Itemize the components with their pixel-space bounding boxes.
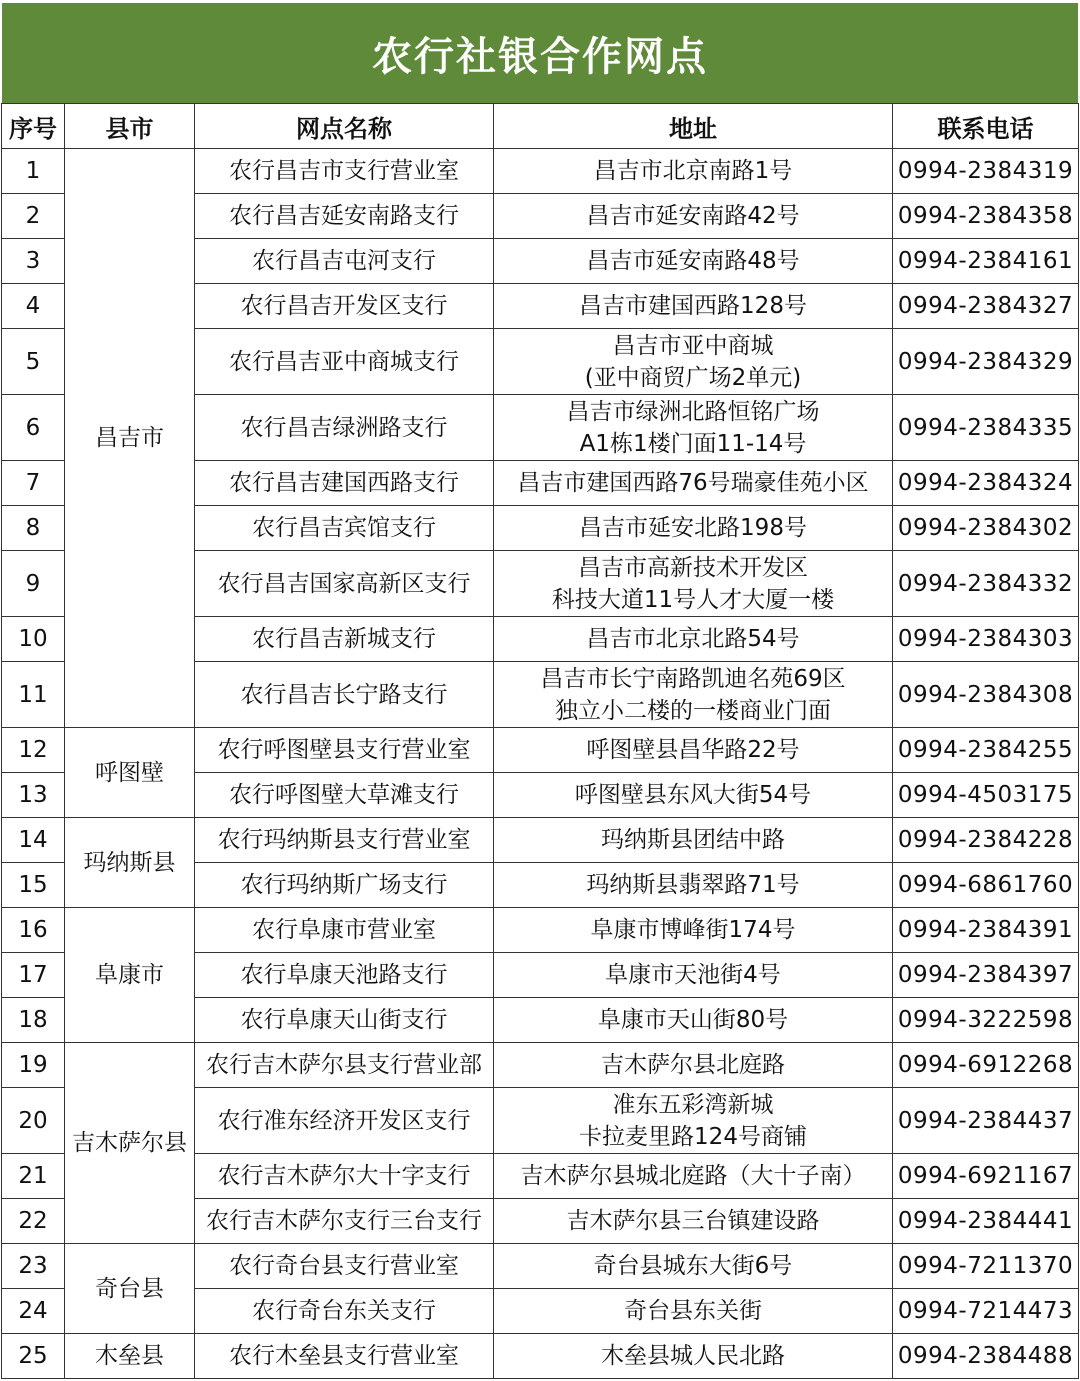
row-number: 3: [2, 239, 65, 284]
branch-address: [494, 773, 893, 818]
branch-address: [494, 1334, 893, 1379]
branch-address: [494, 329, 893, 395]
row-number: 24: [2, 1289, 65, 1334]
row-number: 2: [2, 194, 65, 239]
branch-phone: 0994-2384161: [893, 239, 1079, 284]
address-line: 昌吉市亚中商城: [612, 332, 774, 359]
row-number: 9: [2, 551, 65, 617]
branch-name: 农行昌吉开发区支行: [195, 284, 494, 329]
branch-name: 农行玛纳斯广场支行: [195, 863, 494, 908]
row-number: 23: [2, 1244, 65, 1289]
address-line: 昌吉市延安南路42号: [586, 203, 800, 229]
address-line: 昌吉市高新技术开发区: [578, 554, 808, 581]
county-cell: 阜康市: [65, 908, 195, 1043]
branch-phone: 0994-7211370: [893, 1244, 1079, 1289]
table-row: [2, 149, 1079, 194]
header-phone: 联系电话: [893, 104, 1079, 149]
branch-phone: 0994-2384397: [893, 953, 1079, 998]
address-line: 呼图壁县昌华路22号: [586, 737, 800, 763]
branch-phone: 0994-2384335: [893, 395, 1079, 461]
address-line: 阜康市天池街4号: [605, 962, 781, 988]
table-row: [2, 1244, 1079, 1289]
table-row: [2, 1334, 1079, 1379]
county-cell: 吉木萨尔县: [65, 1043, 195, 1244]
row-number: 14: [2, 818, 65, 863]
branch-address: [494, 239, 893, 284]
address-line: 昌吉市建国西路128号: [579, 293, 807, 319]
branch-name: 农行呼图壁大草滩支行: [195, 773, 494, 818]
branch-phone: 0994-2384441: [893, 1199, 1079, 1244]
address-line: 吉木萨尔县北庭路: [601, 1052, 785, 1078]
table-header-row: [2, 104, 1079, 149]
header-name: 网点名称: [195, 104, 494, 149]
branch-phone: 0994-7214473: [893, 1289, 1079, 1334]
address-line: 昌吉市建国西路76号瑞豪佳苑小区: [517, 470, 869, 496]
branch-name: 农行吉木萨尔县支行营业部: [195, 1043, 494, 1088]
branch-address: [494, 506, 893, 551]
branch-address: [494, 1244, 893, 1289]
branch-address: [494, 1199, 893, 1244]
branch-name: 农行木垒县支行营业室: [195, 1334, 494, 1379]
branch-name: 农行昌吉长宁路支行: [195, 662, 494, 728]
row-number: 20: [2, 1088, 65, 1154]
address-line: A1栋1楼门面11-14号: [579, 430, 807, 457]
branch-phone: 0994-6861760: [893, 863, 1079, 908]
branch-name: 农行昌吉国家高新区支行: [195, 551, 494, 617]
row-number: 16: [2, 908, 65, 953]
branch-phone: 0994-2384255: [893, 728, 1079, 773]
branch-name: 农行昌吉宾馆支行: [195, 506, 494, 551]
branch-address: [494, 617, 893, 662]
address-line: 木垒县城人民北路: [601, 1343, 785, 1369]
branch-phone: 0994-2384437: [893, 1088, 1079, 1154]
address-line: 吉木萨尔县城北庭路（大十子南）: [520, 1163, 866, 1189]
branch-name: 农行奇台县支行营业室: [195, 1244, 494, 1289]
row-number: 17: [2, 953, 65, 998]
branch-name: 农行玛纳斯县支行营业室: [195, 818, 494, 863]
address-line: 阜康市天山街80号: [597, 1007, 789, 1033]
branch-name: 农行昌吉延安南路支行: [195, 194, 494, 239]
row-number: 11: [2, 662, 65, 728]
branch-phone: 0994-2384308: [893, 662, 1079, 728]
branch-address: [494, 662, 893, 728]
branch-address: [494, 194, 893, 239]
address-line: 昌吉市北京北路54号: [586, 626, 800, 652]
row-number: 1: [2, 149, 65, 194]
branch-address: [494, 1043, 893, 1088]
row-number: 15: [2, 863, 65, 908]
branch-address: [494, 1088, 893, 1154]
row-number: 19: [2, 1043, 65, 1088]
header-address: 地址: [494, 104, 893, 149]
branch-address: [494, 728, 893, 773]
row-number: 8: [2, 506, 65, 551]
address-line: 昌吉市北京南路1号: [593, 158, 793, 184]
branch-address: [494, 395, 893, 461]
address-line: 科技大道11号人才大厦一楼: [551, 586, 835, 613]
row-number: 10: [2, 617, 65, 662]
address-line: (亚中商贸广场2单元): [584, 364, 802, 391]
branch-name: 农行昌吉市支行营业室: [195, 149, 494, 194]
address-line: 卡拉麦里路124号商铺: [579, 1123, 807, 1150]
branch-name: 农行吉木萨尔支行三台支行: [195, 1199, 494, 1244]
branch-phone: 0994-2384319: [893, 149, 1079, 194]
row-number: 12: [2, 728, 65, 773]
branch-name: 农行准东经济开发区支行: [195, 1088, 494, 1154]
address-line: 阜康市博峰街174号: [590, 917, 796, 943]
branch-name: 农行昌吉建国西路支行: [195, 461, 494, 506]
branch-phone: 0994-2384358: [893, 194, 1079, 239]
branch-phone: 0994-2384302: [893, 506, 1079, 551]
address-line: 奇台县东关街: [624, 1298, 762, 1324]
county-cell: 木垒县: [65, 1334, 195, 1379]
address-line: 准东五彩湾新城: [612, 1091, 774, 1118]
branch-phone: 0994-6912268: [893, 1043, 1079, 1088]
branch-phone: 0994-2384324: [893, 461, 1079, 506]
address-line: 昌吉市延安南路48号: [586, 248, 800, 274]
branch-address: [494, 818, 893, 863]
branch-name: 农行奇台东关支行: [195, 1289, 494, 1334]
branch-phone: 0994-3222598: [893, 998, 1079, 1043]
branch-phone: 0994-2384329: [893, 329, 1079, 395]
branch-phone: 0994-2384488: [893, 1334, 1079, 1379]
branch-phone: 0994-2384332: [893, 551, 1079, 617]
branch-phone: 0994-2384303: [893, 617, 1079, 662]
branch-name: 农行阜康天山街支行: [195, 998, 494, 1043]
row-number: 6: [2, 395, 65, 461]
branch-name: 农行昌吉屯河支行: [195, 239, 494, 284]
address-line: 呼图壁县东风大街54号: [574, 782, 812, 808]
header-no: 序号: [2, 104, 65, 149]
address-line: 昌吉市延安北路198号: [579, 515, 807, 541]
address-line: 奇台县城东大街6号: [593, 1253, 793, 1279]
county-cell: 玛纳斯县: [65, 818, 195, 908]
county-cell: 昌吉市: [65, 149, 195, 728]
branch-address: [494, 863, 893, 908]
row-number: 4: [2, 284, 65, 329]
row-number: 21: [2, 1154, 65, 1199]
table-row: [2, 818, 1079, 863]
row-number: 7: [2, 461, 65, 506]
branch-name: 农行昌吉绿洲路支行: [195, 395, 494, 461]
address-line: 玛纳斯县团结中路: [601, 827, 785, 853]
branch-table: [1, 103, 1079, 1379]
row-number: 5: [2, 329, 65, 395]
branch-name: 农行昌吉亚中商城支行: [195, 329, 494, 395]
address-line: 昌吉市长宁南路凯迪名苑69区: [540, 665, 846, 692]
row-number: 22: [2, 1199, 65, 1244]
row-number: 18: [2, 998, 65, 1043]
branch-address: [494, 284, 893, 329]
address-line: 吉木萨尔县三台镇建设路: [566, 1208, 820, 1234]
branch-address: [494, 1154, 893, 1199]
branch-phone: 0994-2384228: [893, 818, 1079, 863]
branch-phone: 0994-2384327: [893, 284, 1079, 329]
branch-address: [494, 149, 893, 194]
branch-address: [494, 998, 893, 1043]
branch-address: [494, 461, 893, 506]
branch-address: [494, 1289, 893, 1334]
branch-name: 农行呼图壁县支行营业室: [195, 728, 494, 773]
branch-name: 农行阜康天池路支行: [195, 953, 494, 998]
table-body: [2, 149, 1079, 1379]
branch-phone: 0994-4503175: [893, 773, 1079, 818]
page-title: 农行社银合作网点: [2, 3, 1078, 103]
branch-name: 农行阜康市营业室: [195, 908, 494, 953]
branch-name: 农行昌吉新城支行: [195, 617, 494, 662]
address-line: 昌吉市绿洲北路恒铭广场: [566, 398, 820, 425]
row-number: 25: [2, 1334, 65, 1379]
branch-address: [494, 551, 893, 617]
table-row: [2, 908, 1079, 953]
county-cell: 奇台县: [65, 1244, 195, 1334]
table-row: [2, 728, 1079, 773]
address-line: 玛纳斯县翡翠路71号: [586, 872, 800, 898]
row-number: 13: [2, 773, 65, 818]
branch-address: [494, 953, 893, 998]
header-county: 县市: [65, 104, 195, 149]
branch-name: 农行吉木萨尔大十字支行: [195, 1154, 494, 1199]
branch-phone: 0994-6921167: [893, 1154, 1079, 1199]
branch-address: [494, 908, 893, 953]
county-cell: 呼图壁: [65, 728, 195, 818]
table-row: [2, 1043, 1079, 1088]
address-line: 独立小二楼的一楼商业门面: [555, 697, 831, 724]
branch-phone: 0994-2384391: [893, 908, 1079, 953]
